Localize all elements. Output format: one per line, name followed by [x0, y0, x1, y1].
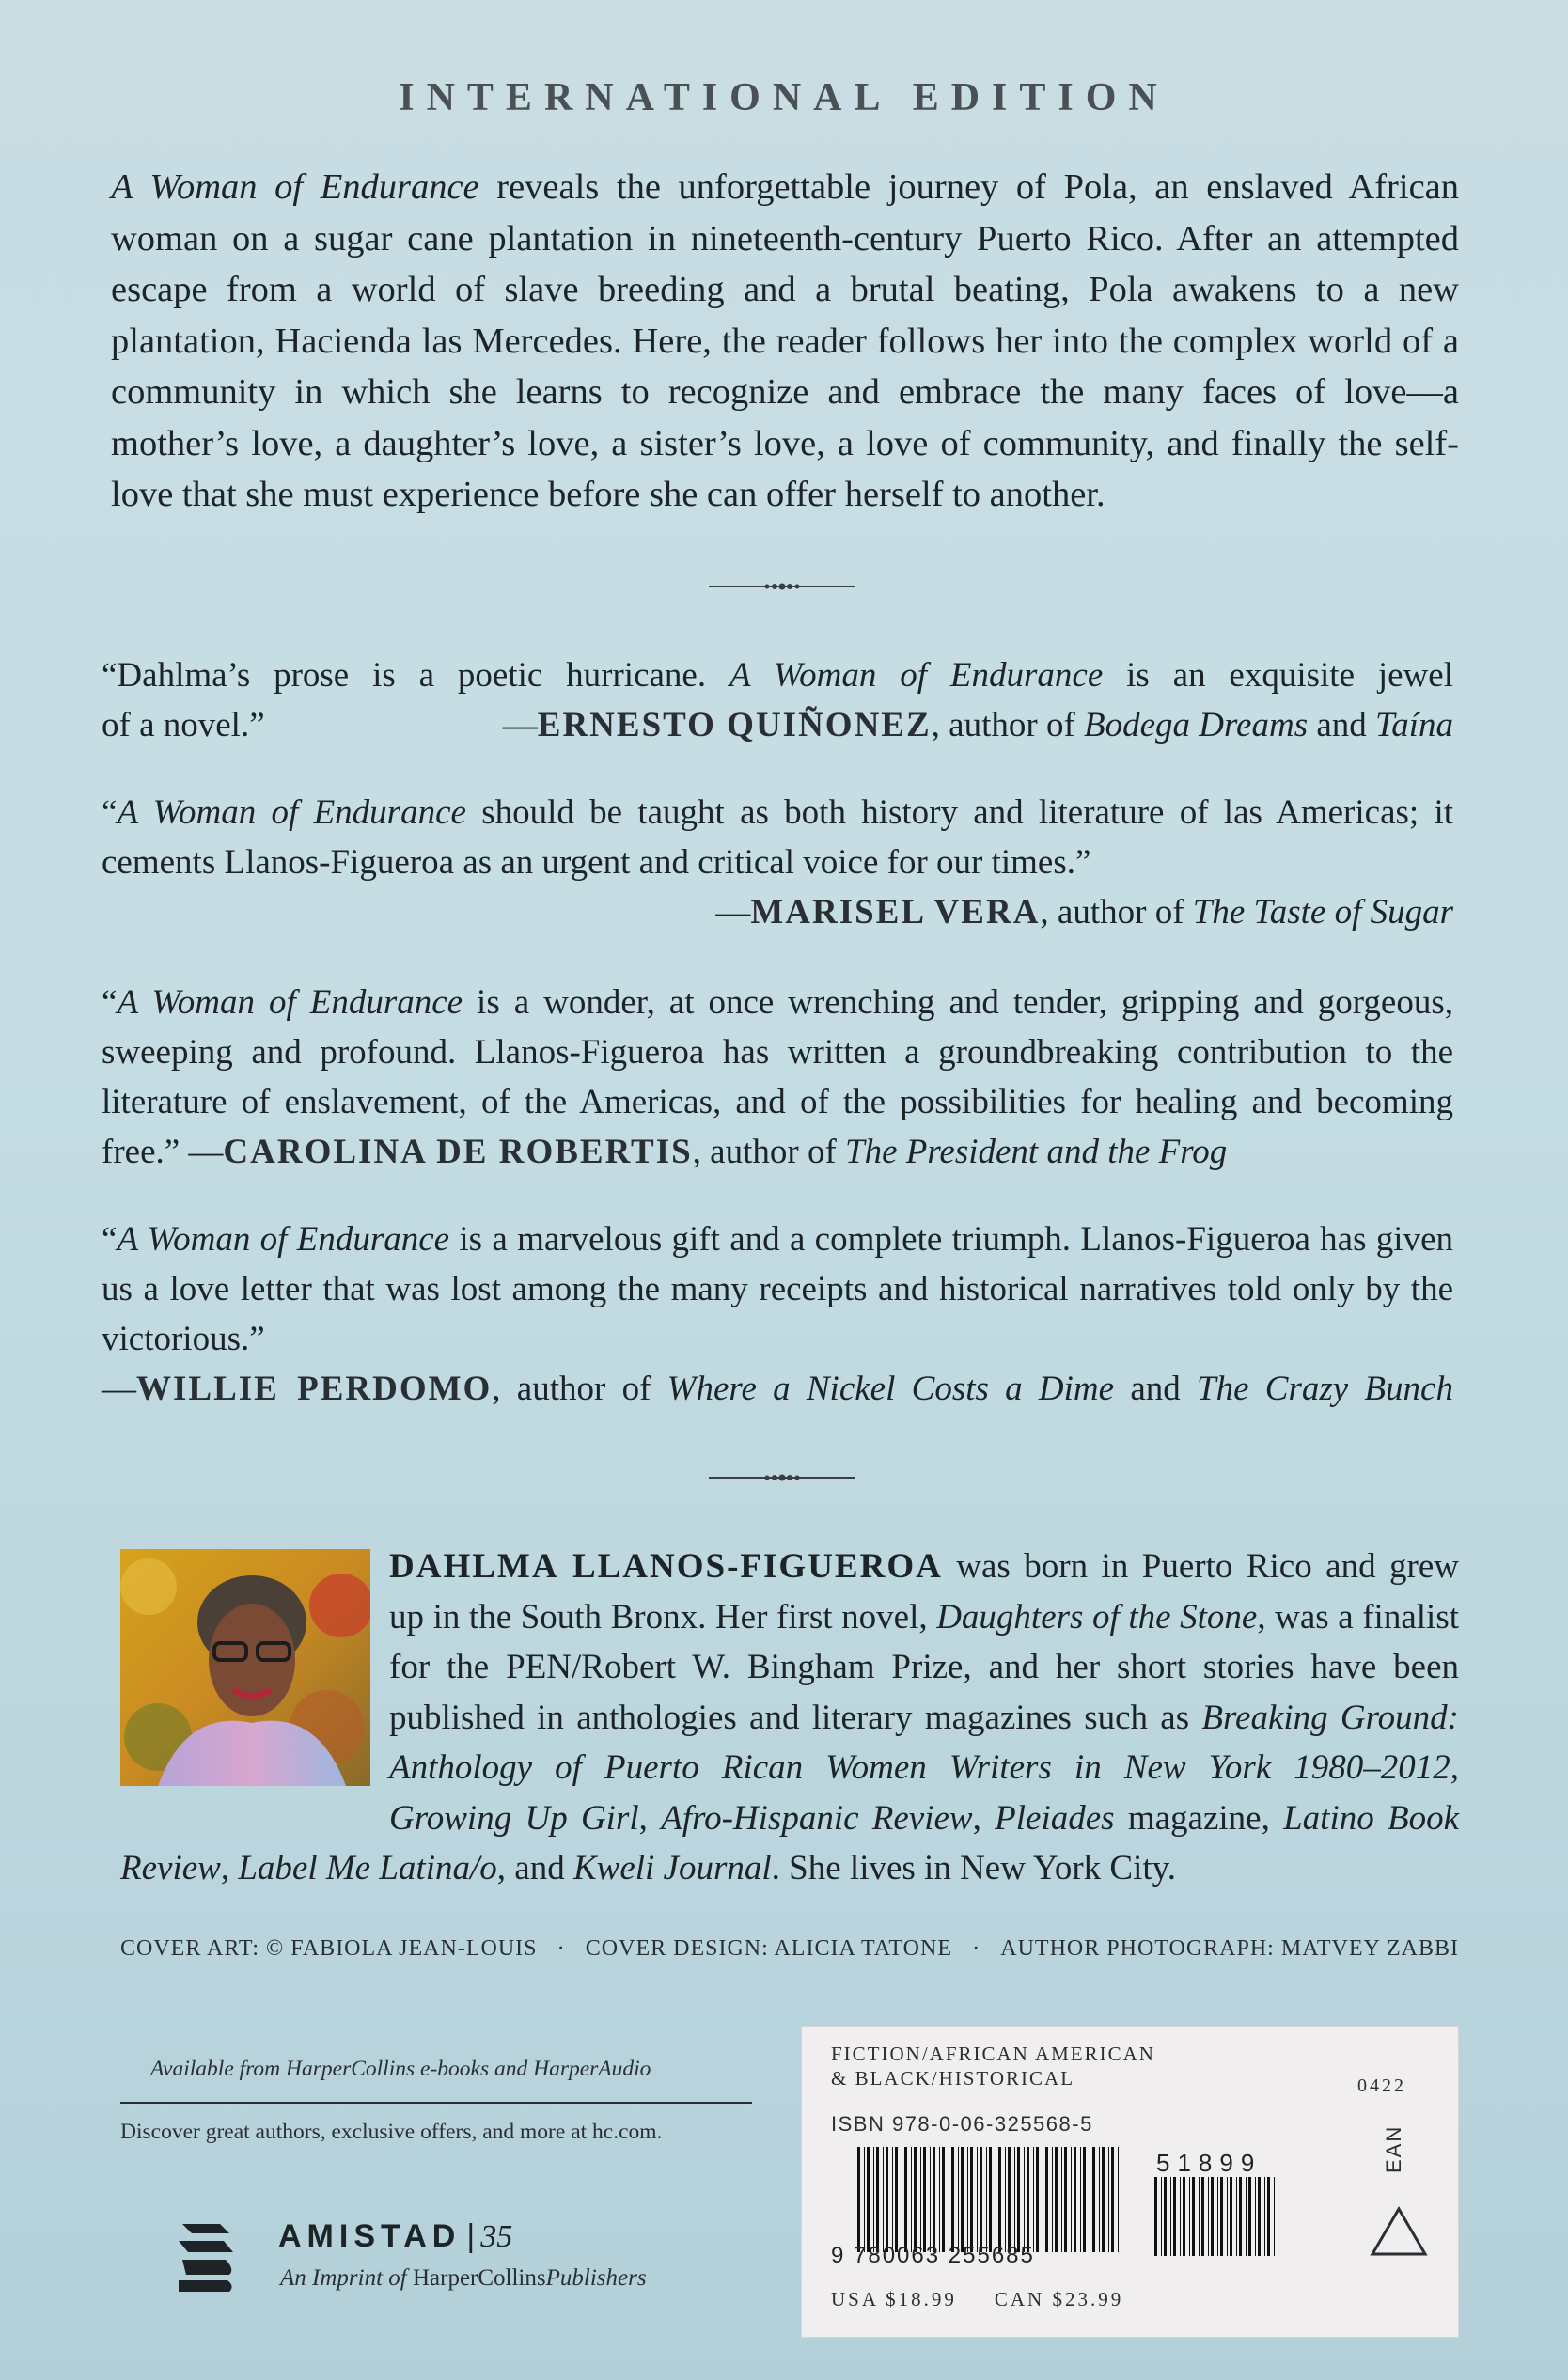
barcode-bar — [1024, 2147, 1025, 2252]
barcode-bar — [1217, 2177, 1218, 2256]
quote-book-title: A Woman of Endurance — [117, 1220, 450, 1259]
barcode-bar — [1183, 2177, 1185, 2256]
barcode-bar — [1017, 2147, 1020, 2252]
barcode-bar — [1180, 2177, 1181, 2256]
quote-attribution: —CAROLINA DE ROBERTIS, author of The President and the Frog — [188, 1133, 1228, 1171]
barcode-bar — [1161, 2177, 1162, 2256]
barcode-bar — [1036, 2147, 1039, 2252]
quote-text: is a marvelous gift and a complete triumph. Llanos-Figueroa has given us a love letter that was lost among the many receipts and historical narratives told only by the victorious.” — [102, 1220, 1454, 1358]
date-code: 0422 — [1357, 2075, 1406, 2096]
price-info — [831, 2288, 1123, 2311]
quote-perdomo: “A Woman of Endurance is a marvelous gift and a complete triumph. Llanos-Figueroa has given us a love letter that was lost among the many receipts and historical narratives told only by the victorious.” —WILLIE PERDOMO, author of Where a Nickel Costs a Dime and The Crazy Bunch — [102, 1214, 1453, 1414]
barcode-bar — [1064, 2147, 1067, 2252]
barcode-bar — [883, 2147, 884, 2252]
barcode-bar — [1027, 2147, 1029, 2252]
barcode-bar — [942, 2147, 945, 2252]
barcode-bar — [1033, 2147, 1034, 2252]
barcode-bar — [895, 2147, 898, 2252]
barcode-bar — [1239, 2177, 1242, 2256]
quote-book-title: A Woman of Endurance — [117, 793, 466, 832]
barcode-bar — [1267, 2177, 1270, 2256]
barcode-bar — [1045, 2147, 1048, 2252]
barcode-bar — [920, 2147, 921, 2252]
barcode-bar — [970, 2147, 973, 2252]
credit-cover-design: COVER DESIGN: ALICIA TATONE — [585, 1936, 952, 1961]
barcode-bar — [857, 2147, 860, 2252]
barcode-bar — [1246, 2177, 1247, 2256]
ean-barcode — [855, 2147, 1122, 2252]
ean-triangle-icon — [1369, 2205, 1429, 2258]
barcode-bar — [1083, 2147, 1086, 2252]
barcode-bar — [876, 2147, 879, 2252]
barcode-bar — [867, 2147, 870, 2252]
barcode-bar — [1111, 2147, 1114, 2252]
quote-author: MARISEL VERA — [750, 893, 1041, 932]
barcode-bar — [961, 2147, 964, 2252]
barcode-bar — [967, 2147, 968, 2252]
blurb-book-title: A Woman of Endurance — [111, 167, 479, 207]
quote-vera: “A Woman of Endurance should be taught as both history and literature of las Americas; it cements Llanos-Figueroa as an urgent and critical voice for our times.” —MARISEL VERA, author of The Taste of Sugar — [102, 788, 1453, 937]
barcode-bar — [1108, 2147, 1109, 2252]
barcode-bar — [930, 2147, 931, 2252]
barcode-bar — [1227, 2177, 1228, 2256]
imprint-name: AMISTAD | 35 — [278, 2218, 513, 2254]
barcode-bar — [951, 2147, 954, 2252]
barcode-bar — [939, 2147, 940, 2252]
quote-book-title: A Woman of Endurance — [117, 983, 463, 1022]
barcode-bar — [1211, 2177, 1214, 2256]
discover-note: Discover great authors, exclusive offers, and more at hc.com. — [120, 2120, 663, 2144]
addon-barcode — [1152, 2177, 1280, 2256]
quote-book-title: A Woman of Endurance — [729, 656, 1104, 695]
barcode-bar — [1074, 2147, 1076, 2252]
barcode-bar — [923, 2147, 926, 2252]
barcode-bar — [1080, 2147, 1081, 2252]
quote-de-robertis: “A Woman of Endurance is a wonder, at once wrenching and tender, gripping and gorgeous, sweeping and profound. Llanos-Figueroa has written a groundbreaking contribution to the literature of enslavement, of the Americas, and of the possibilities for healing and becoming free.” —CAROLINA DE ROBERTIS, author of The President and the Frog — [102, 983, 1454, 1171]
barcode-bar — [933, 2147, 935, 2252]
cover-credits — [120, 1936, 1459, 1962]
quote-text: is an exquisite jewel — [1103, 656, 1453, 695]
blurb-text: reveals the unforgettable journey of Pola, an enslaved African woman on a sugar cane plantation in nineteenth-century Puerto Rico. After an attempted escape from a world of slave breeding and a brutal beating, Pola awakens to a new plantation, Hacienda las Mercedes. Here, the reader follows her into the complex world of a community in which she learns to recognize and embrace the many faces of love—a mother’s love, a daughter’s love, a sister’s love, a love of community, and finally the self-love that she must experience before she can offer herself to another. — [111, 167, 1459, 514]
barcode-bar — [986, 2147, 987, 2252]
edition-heading: INTERNATIONAL EDITION — [399, 76, 1169, 119]
quote-author: CAROLINA DE ROBERTIS — [223, 1133, 693, 1171]
credit-author-photo: AUTHOR PHOTOGRAPH: MATVEY ZABBI — [1000, 1936, 1459, 1961]
barcode-bar — [1099, 2147, 1100, 2252]
barcode-bar — [958, 2147, 959, 2252]
separator-dot: · — [557, 1936, 566, 1961]
barcode-bar — [1092, 2147, 1095, 2252]
separator-dot: · — [972, 1936, 981, 1961]
barcode-bar — [1201, 2177, 1204, 2256]
barcode-bar — [1071, 2147, 1072, 2252]
quote-attribution: —WILLIE PERDOMO, author of Where a Nickel Costs a Dime and The Crazy Bunch — [102, 1370, 1453, 1408]
barcode-bar — [1208, 2177, 1209, 2256]
barcode-bar — [864, 2147, 865, 2252]
barcode-bar — [892, 2147, 893, 2252]
barcode-bar — [1230, 2177, 1232, 2256]
barcode-bar — [873, 2147, 874, 2252]
barcode-bar — [1055, 2147, 1058, 2252]
author-bio: DAHLMA LLANOS-FIGUEROA was born in Puerto Rico and grew up in the South Bronx. Her first novel, Daughters of the Stone, was a finalist for the PEN/Robert W. Bingham Prize, and her short stories have been published in anthologies and literary magazines such as Breaking Ground: Anthology of Puerto Rican Women Writers in New York 1980–2012, Growing Up Girl, Afro-Hispanic Review, Pleiades magazine, Latino Book Review, Label Me Latina/o, and Kweli Journal. She lives in New York City. — [120, 1547, 1460, 1887]
barcode-bar — [1052, 2147, 1053, 2252]
barcode-bar — [1173, 2177, 1176, 2256]
quote-attribution: —MARISEL VERA, author of The Taste of Sugar — [715, 893, 1453, 932]
barcode-bar — [904, 2147, 907, 2252]
barcode-bar — [1258, 2177, 1261, 2256]
ornament-divider — [709, 1471, 855, 1484]
barcode-bar — [1264, 2177, 1265, 2256]
availability-note: Available from HarperCollins e-books and HarperAudio — [150, 2057, 651, 2081]
quote-text: of a novel.” — [102, 706, 265, 744]
quote-attribution: —ERNESTO QUIÑONEZ, author of Bodega Dreams and Taína — [502, 706, 1453, 744]
ean-label: EAN — [1382, 2124, 1405, 2173]
barcode-bar — [886, 2147, 888, 2252]
barcode-bar — [1199, 2177, 1200, 2256]
barcode-bar — [1014, 2147, 1015, 2252]
isbn-number: ISBN 978-0-06-325568-5 — [831, 2112, 1093, 2136]
amistad-logo-icon — [177, 2220, 237, 2294]
quote-text: should be taught as both history and literature of las Americas; it cements Llanos-Figueroa as an urgent and critical voice for our times.” — [102, 793, 1454, 882]
quote-quinonez — [102, 650, 1453, 750]
barcode-bar — [1236, 2177, 1237, 2256]
credit-cover-art: COVER ART: © FABIOLA JEAN-LOUIS — [120, 1936, 538, 1961]
ornament-divider — [709, 580, 855, 593]
barcode-bar — [1154, 2177, 1157, 2256]
barcode-bar — [914, 2147, 917, 2252]
barcode-bar — [1192, 2177, 1195, 2256]
barcode-bar — [1118, 2147, 1119, 2252]
quote-text: “Dahlma’s prose is a poetic hurricane. — [102, 656, 729, 695]
barcode-bar — [1248, 2177, 1251, 2256]
imprint-subtitle: An Imprint of HarperCollinsPublishers — [280, 2265, 647, 2291]
barcode-bar — [1189, 2177, 1190, 2256]
price-usa: USA $18.99 — [831, 2288, 957, 2310]
ean-digits: 9 780063 255685 — [831, 2243, 1035, 2268]
barcode-bar — [977, 2147, 978, 2252]
barcode-bar — [1164, 2177, 1167, 2256]
barcode-bar — [1008, 2147, 1011, 2252]
barcode-bar — [1255, 2177, 1256, 2256]
author-name: DAHLMA LLANOS-FIGUEROA — [389, 1547, 943, 1586]
bisac-category: FICTION/AFRICAN AMERICAN & BLACK/HISTORICAL — [831, 2043, 1155, 2090]
barcode-bar — [1170, 2177, 1171, 2256]
barcode-bar — [980, 2147, 982, 2252]
barcode-bar — [989, 2147, 992, 2252]
quote-author: WILLIE PERDOMO — [136, 1370, 493, 1408]
barcode-bar — [1005, 2147, 1006, 2252]
quote-author: ERNESTO QUIÑONEZ — [537, 706, 932, 744]
author-photo — [120, 1549, 370, 1786]
price-can: CAN $23.99 — [994, 2288, 1124, 2310]
barcode-bar — [1274, 2177, 1275, 2256]
quote-text: is a wonder, at once wrenching and tender, gripping and gorgeous, sweeping and profound. Llanos-Figueroa has written a groundbreaking contribution to the literature of enslavement, of the Americas, and of the possibilities for healing and becoming free.” — [102, 983, 1454, 1171]
barcode-bar — [1220, 2177, 1223, 2256]
barcode-bar — [911, 2147, 912, 2252]
book-blurb — [111, 162, 1459, 521]
barcode-bar — [998, 2147, 1001, 2252]
barcode-bar — [1102, 2147, 1105, 2252]
divider-line — [120, 2102, 752, 2104]
barcode-bar — [1061, 2147, 1062, 2252]
addon-digits: 51899 — [1156, 2149, 1262, 2177]
